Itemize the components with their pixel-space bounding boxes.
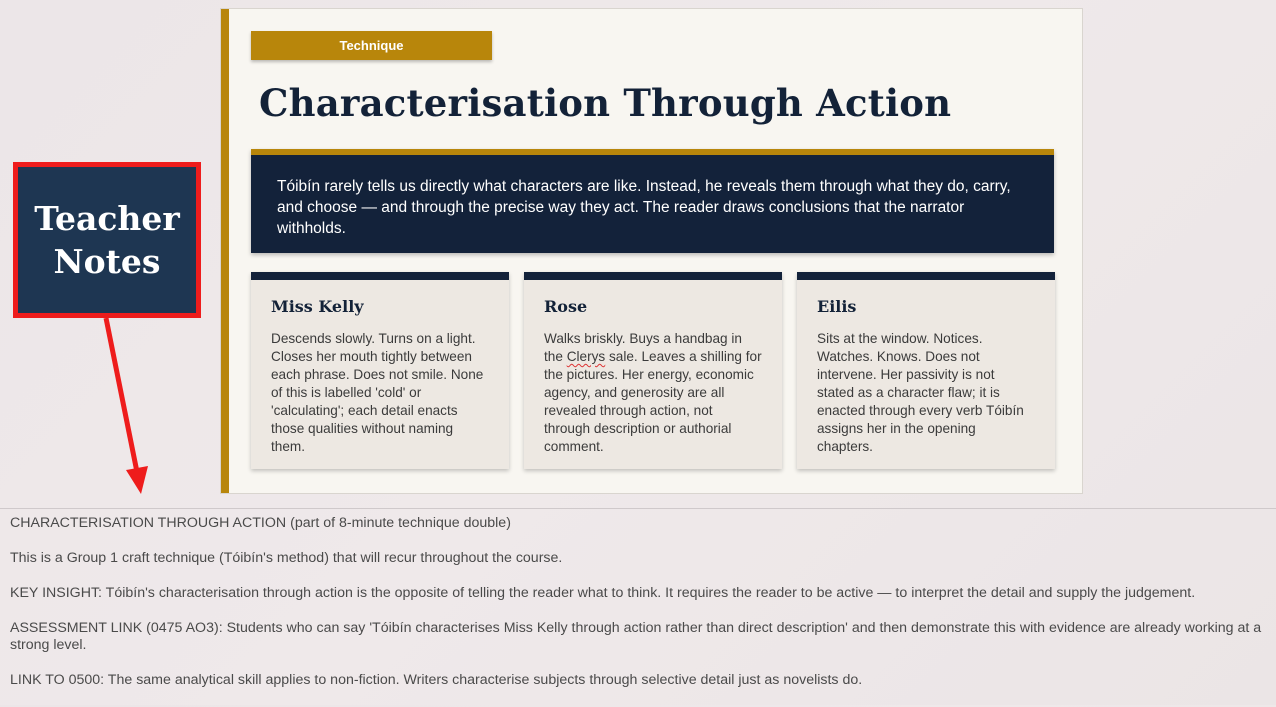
card-body-text: sale. Leaves a shilling for the pictures. Her energy, economic agency, and generosity are all revealed through action, not through description or authorial comment. <box>544 349 762 454</box>
card-miss-kelly <box>251 272 509 469</box>
card-body: Sits at the window. Notices. Watches. Knows. Does not intervene. Her passivity is not stated as a character flaw; it is enacted through every verb Tóibín assigns her in the opening chapters. <box>817 331 1024 454</box>
note-paragraph: This is a Group 1 craft technique (Tóibín's method) that will recur throughout the course. <box>10 550 563 566</box>
card-rose <box>524 272 782 469</box>
spellcheck-flagged-word[interactable]: Clerys <box>566 349 606 364</box>
speaker-notes-pane[interactable] <box>10 515 1265 707</box>
slide-title: Characterisation Through Action <box>259 81 952 125</box>
card-title: Miss Kelly <box>271 297 364 316</box>
note-paragraph: CHARACTERISATION THROUGH ACTION (part of 8-minute technique double) <box>10 515 511 531</box>
notes-divider[interactable] <box>0 508 1276 509</box>
card-body: Descends slowly. Turns on a light. Closes her mouth tightly between each phrase. Does not smile. None of this is labelled 'cold' or 'calculating'; each detail enacts those qualities without naming them. <box>271 331 484 454</box>
card-title: Rose <box>544 297 588 316</box>
slide-accent-bar <box>221 9 229 493</box>
note-paragraph: LINK TO 0500: The same analytical skill applies to non-fiction. Writers characterise subjects through selective detail just as novelists do. <box>10 672 863 688</box>
card-body <box>544 330 762 456</box>
note-paragraph: ASSESSMENT LINK (0475 AO3): Students who can say 'Tóibín characterises Miss Kelly through action rather than direct description' and then demonstrate this with evidence are already working at a strong level. <box>10 620 1262 653</box>
callout-line: Notes <box>53 242 161 281</box>
note-paragraph: KEY INSIGHT: Tóibín's characterisation through action is the opposite of telling the reader what to think. It requires the reader to be active — to interpret the detail and supply the judgement. <box>10 585 1196 601</box>
card-body-text: Walks briskly. Buys a handbag in the <box>544 331 742 364</box>
intro-box: Tóibín rarely tells us directly what characters are like. Instead, he reveals them through what they do, carry, and choose — and through the precise way they act. The reader draws conclusions that the narrator withholds. <box>251 149 1054 253</box>
teacher-notes-callout <box>13 162 201 318</box>
card-eilis <box>797 272 1055 469</box>
slide-canvas[interactable] <box>220 8 1083 494</box>
callout-line: Teacher <box>34 199 180 238</box>
technique-tag: Technique <box>251 31 492 60</box>
card-title: Eilis <box>817 297 857 316</box>
